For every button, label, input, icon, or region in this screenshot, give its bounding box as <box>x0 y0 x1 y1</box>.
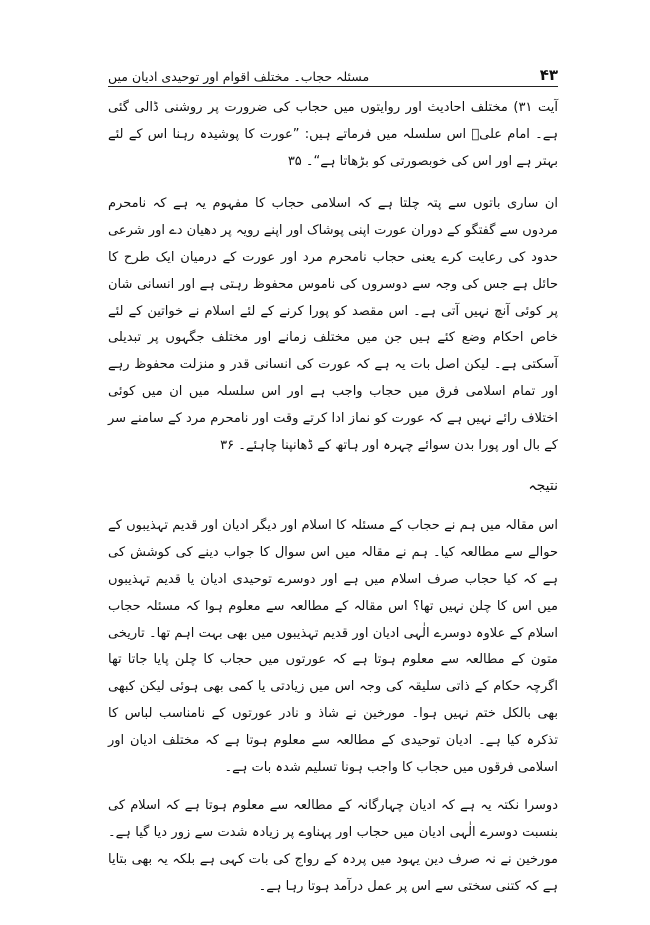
section-heading-conclusion: نتیجہ <box>528 478 558 495</box>
paragraph-islamic-hijab: ان ساری باتوں سے پتہ چلتا ہے کہ اسلامی حجاب کا مفہوم یہ ہے کہ نامحرم مردوں سے گفتگو کے دوران عورت اپنی پوشاک اور اپنے رویہ پر دھیان دے اور شرعی حدود کی رعایت کرے یعنی حجاب نامحرم مرد اور عورت کے درمیان ایک طرح کا حائل ہے جس کی وجہ سے دوسروں کی ناموس محفوظ رہتی ہے اور انسانی شان پر کوئی آنچ نہیں آتی ہے۔ اس مقصد کو پورا کرنے کے لئے اسلام نے خواتین کے لئے خاص احکام وضع کئے ہیں جن میں مختلف زمانے اور مختلف جگہوں پر تبدیلی آسکتی ہے۔ لیکن اصل بات یہ ہے کہ عورت کی انسانی قدر و منزلت محفوظ رہے اور تمام اسلامی فرق میں حجاب واجب ہے اور اس سلسلہ میں ان میں کوئی اختلاف رائے نہیں ہے کہ عورت کو نماز ادا کرتے وقت اور نامحرم مرد کے سامنے سر کے بال اور پورا بدن سوائے چہرہ اور ہاتھ کے ڈھانپنا چاہئے۔ ۳۶ <box>108 196 558 453</box>
paragraph-spacer <box>108 781 558 793</box>
paragraph-spacer <box>108 459 558 473</box>
page-number: ۴۳ <box>539 66 558 84</box>
page-body <box>108 95 558 901</box>
paragraph-spacer <box>108 499 558 513</box>
header-rule <box>108 86 558 87</box>
paragraph-hadith: آیت ۳۱) مختلف احادیث اور روایتوں میں حجاب کی ضرورت پر روشنی ڈالی گئی ہے۔ امام علیؑ اس سلسلہ میں فرماتے ہیں: ”عورت کا پوشیدہ رہنا اس کے لئے بہتر ہے اور اس کی خوبصورتی کو بڑھاتا ہے“۔ ۳۵ <box>108 100 558 169</box>
running-title: مسئلہ حجاب۔ مختلف اقوام اور توحیدی ادیان میں <box>108 69 370 84</box>
paragraph-second-point: دوسرا نکتہ یہ ہے کہ ادیان چہارگانہ کے مطالعہ سے معلوم ہوتا ہے کہ اسلام کی بنسبت دوسرے الٰہی ادیان میں حجاب اور پہناوے پر زیادہ شدت سے زور دیا گیا ہے۔ مورخین نے نہ صرف دین یہود میں پردہ کے رواج کی بات کہی ہے بلکہ یہ بھی بتایا ہے کہ کتنی سختی سے اس پر عمل درآمد ہوتا رہا ہے۔ <box>108 798 558 894</box>
paragraph-spacer <box>108 175 558 191</box>
paragraph-conclusion: اس مقالہ میں ہم نے حجاب کے مسئلہ کا اسلام اور دیگر ادیان اور قدیم تہذیبوں کے حوالے سے مطالعہ کیا۔ ہم نے مقالہ میں اس سوال کا جواب دینے کی کوشش کی ہے کہ کیا حجاب صرف اسلام میں ہے اور دوسرے توحیدی ادیان یا قدیم تہذیبوں میں اس کا چلن نہیں تھا؟ اس مقالہ کے مطالعہ سے معلوم ہوا کہ مسئلہ حجاب اسلام کے علاوہ دوسرے الٰہی ادیان اور قدیم تہذیبوں میں بھی بہت اہم تھا۔ تاریخی متون کے مطالعہ سے معلوم ہوتا ہے کہ عورتوں میں حجاب کا چلن پایا جاتا تھا اگرچہ حکام کے ذاتی سلیقہ کی وجہ اس میں زیادتی یا کمی بھی ہوئی لیکن کبھی بھی بالکل ختم نہیں ہوا۔ مورخین نے شاذ و نادر عورتوں کے نامناسب لباس کا تذکرہ کیا ہے۔ ادیان توحیدی کے مطالعہ سے معلوم ہوتا ہے کہ مختلف ادیان اور اسلامی فرقوں میں حجاب کا واجب ہونا تسلیم شدہ بات ہے۔ <box>108 518 558 775</box>
page-header <box>108 62 558 84</box>
